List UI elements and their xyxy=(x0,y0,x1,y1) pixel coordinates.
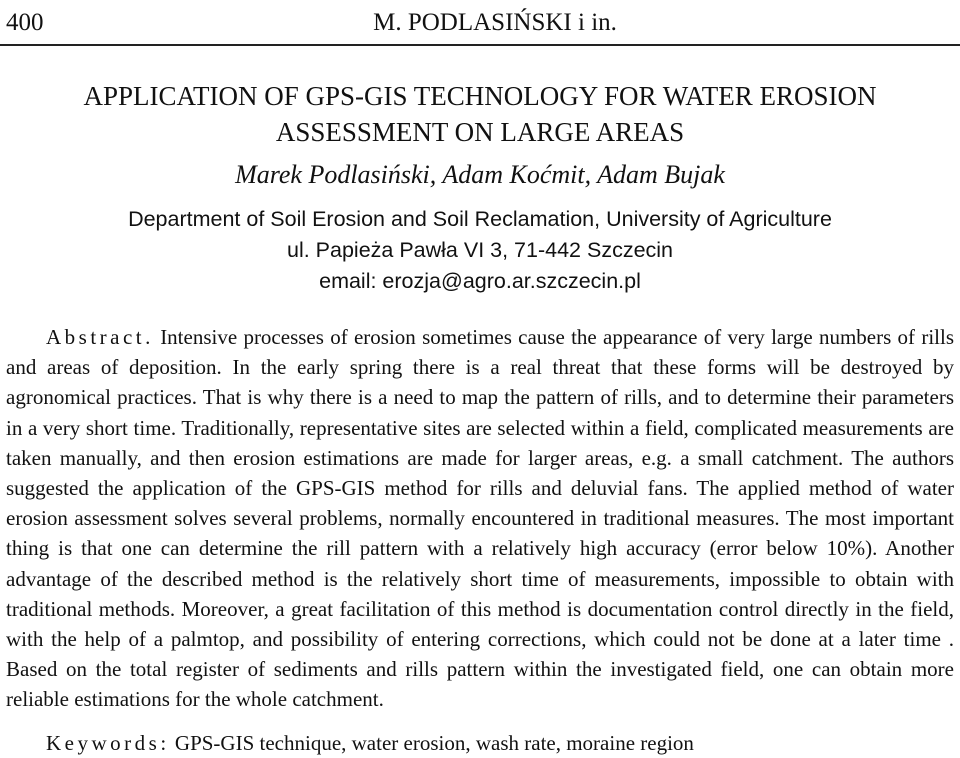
author-list: Marek Podlasiński, Adam Koćmit, Adam Bujak xyxy=(235,160,725,189)
affiliation-address: ul. Papieża Pawła VI 3, 71-442 Szczecin xyxy=(286,238,674,262)
keywords-label: Keywords: xyxy=(46,731,170,755)
header-rule xyxy=(0,44,960,46)
keywords-text: GPS-GIS technique, water erosion, wash rate, moraine region xyxy=(174,731,694,755)
running-head-authors: M. PODLASIŃSKI i in. xyxy=(373,9,617,36)
abstract xyxy=(6,322,954,715)
affiliation-department: Department of Soil Erosion and Soil Reclamation, University of Agriculture xyxy=(128,207,832,231)
abstract-text: Intensive processes of erosion sometimes cause the appearance of very large numbers of rills and areas of deposition. In the early spring there is a real threat that these forms will be destroyed by agronomical practices. That is why there is a need to map the pattern of rills, and to determine their parameters in a very short time. Traditionally, representative sites are selected within a field, complicated measurements are taken manually, and then erosion estimations are made for larger areas, e.g. a small catchment. The authors suggested the application of the GPS-GIS method for rills and deluvial fans. The applied method of water erosion assessment solves several problems, normally encountered in traditional measures. The most important thing is that one can determine the rill pattern with a relatively high accuracy (error below 10%). Another advantage of the described method is the relatively short time of measurements, impossible to obtain with traditional methods. Moreover, a great facilitation of this method is documentation control directly in the field, with the help of a palmtop, and possibility of entering corrections, which could not be done at a later time . Based on the total register of sediments and rills pattern within the investigated field, one can obtain more reliable estimations for the whole catchment. xyxy=(6,325,954,712)
abstract-label: Abstract. xyxy=(46,325,154,349)
paper-title xyxy=(0,78,960,150)
affiliation-email: email: erozja@agro.ar.szczecin.pl xyxy=(319,269,641,293)
keywords xyxy=(6,728,954,758)
title-line-1: APPLICATION OF GPS-GIS TECHNOLOGY FOR WATER EROSION xyxy=(83,81,877,111)
running-header xyxy=(6,6,954,40)
title-line-2: ASSESSMENT ON LARGE AREAS xyxy=(275,117,685,147)
affiliation xyxy=(0,204,960,297)
page-number: 400 xyxy=(6,9,44,36)
